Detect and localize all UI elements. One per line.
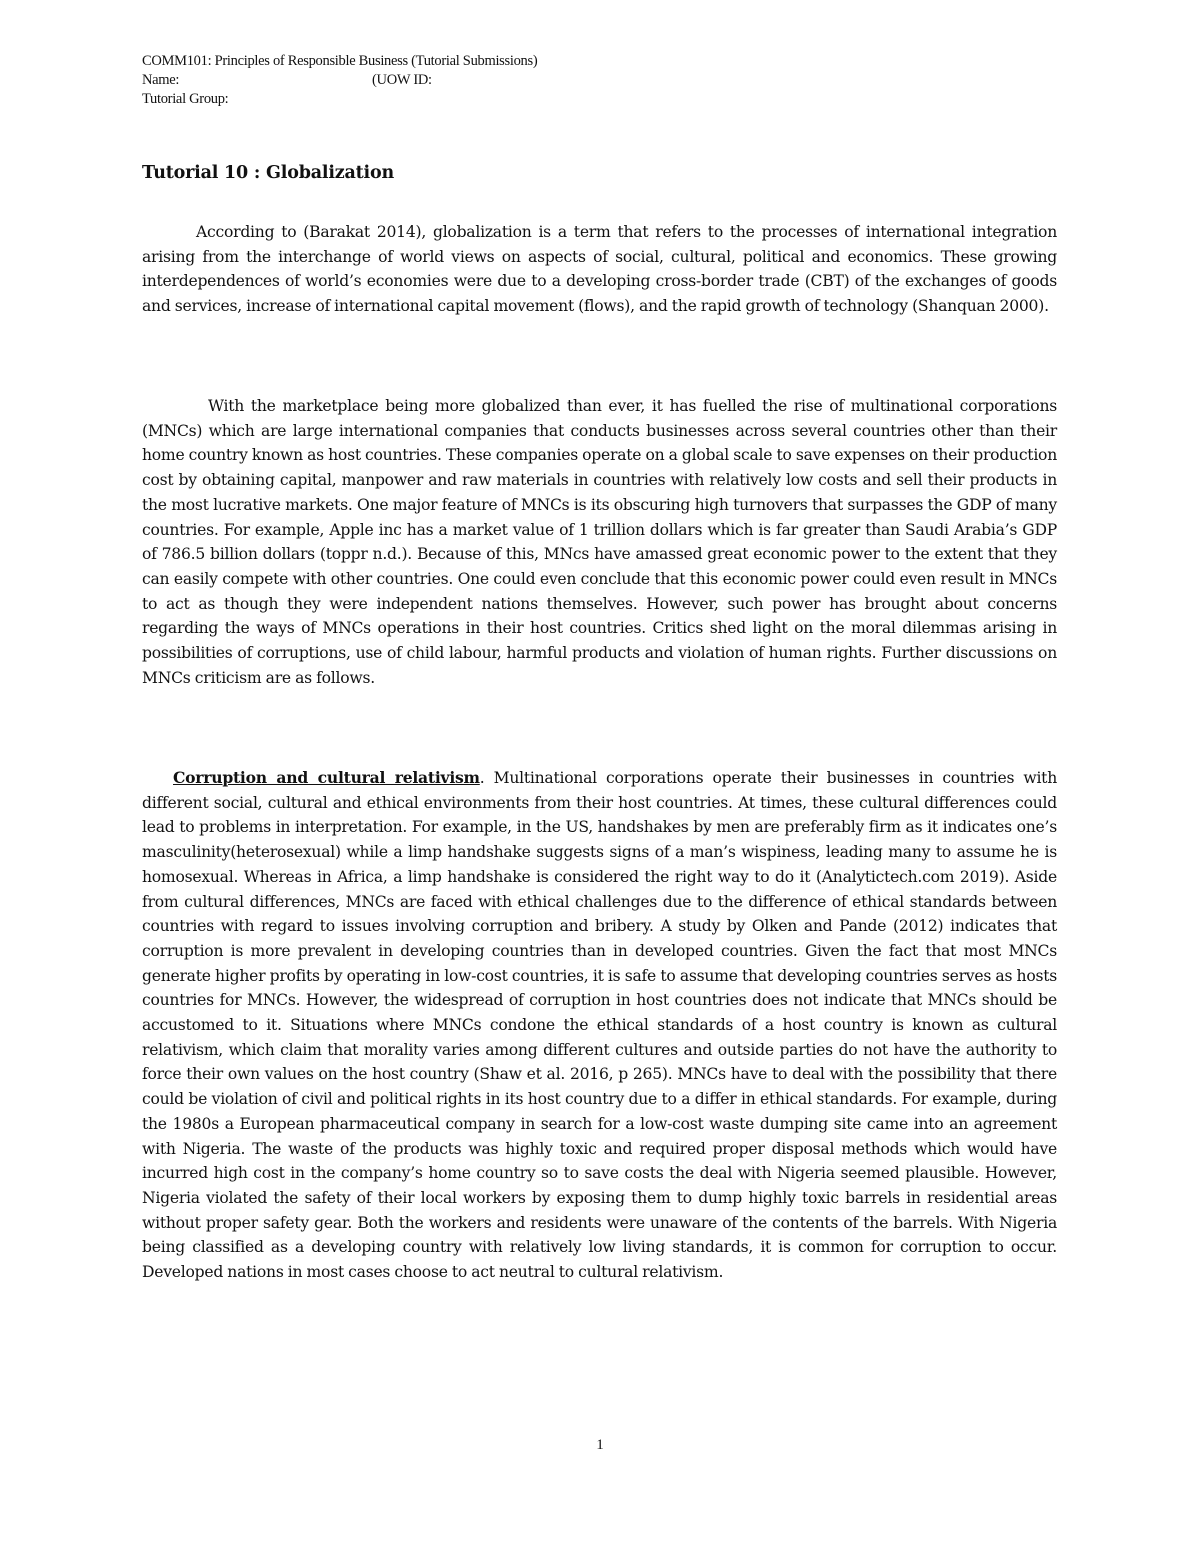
paragraph-intro: According to (Barakat 2014), globalization is a term that refers to the processes of international integration arising from the interchange of world views on aspects of social, cultural, political and economics. These growing interdependences of world’s economies were due to a developing cross-border trade (CBT) of the exchanges of goods and services, increase of international capital movement (flows), and the rapid growth of technology (Shanquan 2000). xyxy=(142,223,1057,316)
section-heading: Corruption and cultural relativism xyxy=(173,768,480,787)
name-line xyxy=(142,71,537,90)
document-header xyxy=(142,52,537,109)
paragraph-mncs: With the marketplace being more globalized than ever, it has fuelled the rise of multinational corporations (MNCs) which are large international companies that conducts businesses across several countries other than their home country known as host countries. These companies operate on a global scale to save expenses on their production cost by obtaining capital, manpower and raw materials in countries with relatively low costs and sell their products in the most lucrative markets. One major feature of MNCs is its obscuring high turnovers that surpasses the GDP of many countries. For example, Apple inc has a market value of 1 trillion dollars which is far greater than Saudi Arabia’s GDP of 786.5 billion dollars (toppr n.d.). Because of this, MNcs have amassed great economic power to the extent that they can easily compete with other countries. One could even conclude that this economic power could even result in MNCs to act as though they were independent nations themselves. However, such power has brought about concerns regarding the ways of MNCs operations in their host countries. Critics shed light on the moral dilemmas arising in possibilities of corruptions, use of child labour, harmful products and violation of human rights. Further discussions on MNCs criticism are as follows. xyxy=(142,397,1057,687)
name-label: Name: xyxy=(142,72,180,88)
paragraph-corruption xyxy=(142,766,1057,1285)
uow-id-label: (UOW ID: xyxy=(372,72,432,88)
page-title: Tutorial 10 : Globalization xyxy=(142,163,394,183)
tutorial-group-label: Tutorial Group: xyxy=(142,91,229,107)
page-number: 1 xyxy=(596,1437,604,1453)
course-title: COMM101: Principles of Responsible Business (Tutorial Submissions) xyxy=(142,53,538,69)
paragraph-corruption-body: . Multinational corporations operate their businesses in countries with different social, cultural and ethical environments from their host countries. At times, these cultural differences could lead to problems in interpretation. For example, in the US, handshakes by men are preferably firm as it indicates one’s masculinity(heterosexual) while a limp handshake suggests signs of a man’s wispiness, leading many to assume he is homosexual. Whereas in Africa, a limp handshake is considered the right way to do it (Analytictech.com 2019). Aside from cultural differences, MNCs are faced with ethical challenges due to the difference of ethical standards between countries with regard to issues involving corruption and bribery. A study by Olken and Pande (2012) indicates that corruption is more prevalent in developing countries than in developed countries. Given the fact that most MNCs generate higher profits by operating in low-cost countries, it is safe to assume that developing countries serves as hosts countries for MNCs. However, the widespread of corruption in host countries does not indicate that MNCs should be accustomed to it. Situations where MNCs condone the ethical standards of a host country is known as cultural relativism, which claim that morality varies among different cultures and outside parties do not have the authority to force their own values on the host country (Shaw et al. 2016, p 265). MNCs have to deal with the possibility that there could be violation of civil and political rights in its host country due to a differ in ethical standards. For example, during the 1980s a European pharmaceutical company in search for a low-cost waste dumping site came into an agreement with Nigeria. The waste of the products was highly toxic and required proper disposal methods which would have incurred high cost in the company’s home country so to save costs the deal with Nigeria seemed plausible. However, Nigeria violated the safety of their local workers by exposing them to dump highly toxic barrels in residential areas without proper safety gear. Both the workers and residents were unaware of the contents of the barrels. With Nigeria being classified as a developing country with relatively low living standards, it is common for corruption to occur. Developed nations in most cases choose to act neutral to cultural relativism. xyxy=(142,769,1057,1282)
